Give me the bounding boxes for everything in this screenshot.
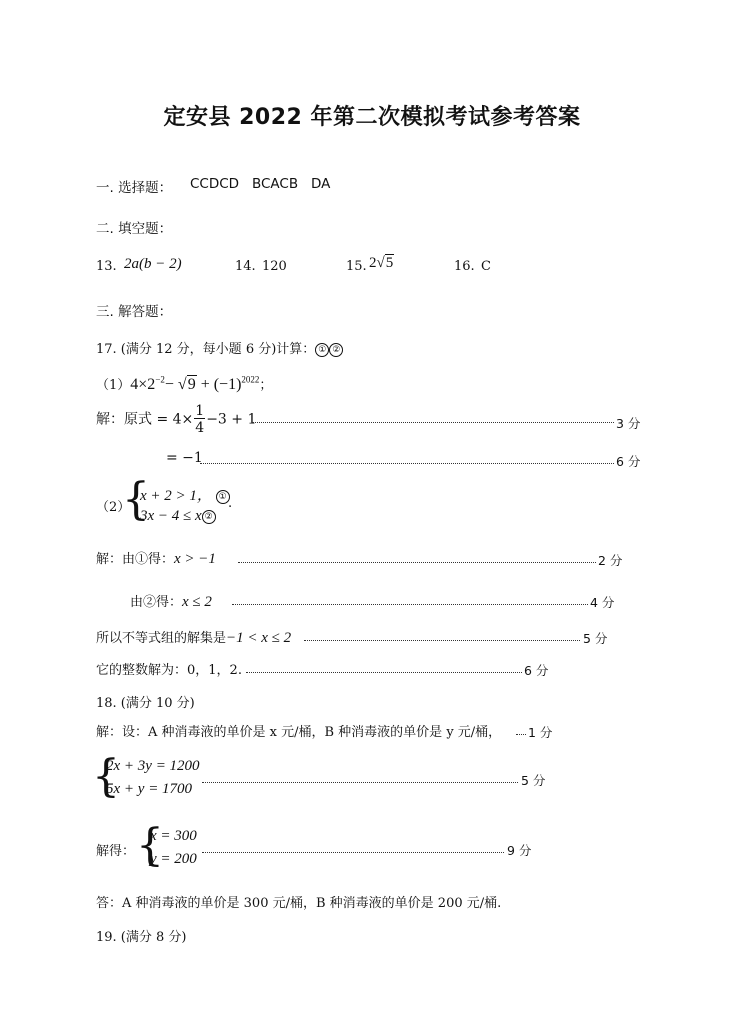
q17-solution-line1 (96, 404, 256, 435)
section-solve-label: 三. 解答题： (96, 304, 173, 320)
inequality-end: . (228, 496, 233, 511)
step3-expression: −1 < x ≤ 2 (226, 630, 292, 646)
score-5-q18: 5 分 (521, 773, 546, 788)
score-3: 3 分 (616, 416, 641, 431)
q17-part2-label: （2） (96, 500, 131, 515)
score-2: 2 分 (598, 553, 623, 568)
dot-leader (304, 640, 580, 641)
step2-expression: x ≤ 2 (182, 594, 212, 610)
dot-leader (252, 422, 614, 423)
q17-part1-expression (130, 376, 259, 393)
q15-radicand: 5 (385, 255, 394, 271)
q19-header: 19. (满分 8 分) (96, 930, 187, 945)
page-title: 定安县 2022 年第二次模拟考试参考答案 (163, 105, 581, 130)
result-y: y = 200 (150, 851, 197, 867)
circled-two: ② (202, 510, 216, 524)
step2-label: 由②得： (130, 595, 183, 610)
q13-answer: 2a(b − 2) (124, 256, 182, 272)
q18-setup: 解：设：A 种消毒液的单价是 x 元/桶，B 种消毒液的单价是 y 元/桶， (96, 725, 502, 740)
q17-part1-label: （1） (96, 378, 131, 393)
q18-solve-label: 解得： (96, 844, 136, 859)
q17-step2 (130, 591, 212, 611)
q13-number: 13. (96, 259, 117, 274)
inequality-1 (140, 484, 230, 505)
equation-2: 5x + y = 1700 (106, 781, 193, 797)
score-6a: 6 分 (616, 454, 641, 469)
expr-term-c: + (−1) (196, 376, 242, 393)
circled-one: ① (216, 490, 230, 504)
circled-two: ② (329, 343, 343, 357)
equation-1: 2x + 3y = 1200 (106, 758, 200, 774)
score-4: 4 分 (590, 595, 615, 610)
q17-header-text: 17. (满分 12 分，每小题 6 分)计算： (96, 342, 316, 357)
dot-leader (238, 562, 596, 563)
q16-answer: C (481, 259, 491, 274)
inequality-2 (140, 508, 216, 525)
expr-exponent-2022: 2022 (241, 374, 260, 385)
q17-part1 (96, 374, 272, 394)
result-x: x = 300 (150, 828, 197, 844)
q18-header: 18. (满分 10 分) (96, 696, 195, 711)
left-brace: { (136, 820, 164, 871)
q17-header (96, 338, 343, 357)
left-brace: { (92, 751, 120, 802)
q17-step1 (96, 548, 216, 568)
dot-leader (246, 672, 522, 673)
expr-radicand: 9 (187, 376, 196, 393)
fraction-numerator: 1 (195, 403, 205, 419)
score-5: 5 分 (583, 631, 608, 646)
q18-answer: 答：A 种消毒液的单价是 300 元/桶，B 种消毒液的单价是 200 元/桶. (96, 896, 502, 911)
sqrt-symbol: √5 (376, 255, 394, 271)
expr-term-b: − (164, 376, 178, 393)
expr-end: ； (259, 378, 273, 393)
step1-expression: x > −1 (174, 551, 216, 567)
fraction-denominator: 4 (195, 420, 205, 436)
q17-solution-line2: = −1 (166, 450, 203, 466)
q15-answer (369, 255, 394, 272)
dot-leader (202, 852, 504, 853)
inequality-2-text: 3x − 4 ≤ x (140, 508, 202, 524)
section-fill-label: 二. 填空题： (96, 221, 173, 237)
q14-answer: 120 (262, 259, 287, 274)
left-brace: { (122, 474, 150, 525)
q17-step4: 它的整数解为：0，1，2. (96, 663, 242, 678)
dot-leader (202, 782, 518, 783)
q16-number: 16. (454, 259, 475, 274)
inequality-1-text: x + 2 > 1， (140, 488, 212, 504)
dot-leader (516, 734, 526, 735)
q17-step3 (96, 627, 291, 647)
q14-number: 14. (235, 259, 256, 274)
expr-term-a: 4×2 (130, 376, 156, 393)
step3-text: 所以不等式组的解集是 (96, 631, 227, 646)
section-choice-label: 一. 选择题： (96, 180, 173, 196)
score-1: 1 分 (528, 725, 553, 740)
dot-leader (200, 463, 614, 464)
sqrt-symbol: √9 (177, 376, 196, 393)
solution-label: 解：原式 = 4× (96, 411, 194, 428)
solution-rest: −3 + 1 (206, 411, 257, 428)
step1-label: 解：由①得： (96, 552, 175, 567)
score-9: 9 分 (507, 843, 532, 858)
score-6b: 6 分 (524, 663, 549, 678)
choice-answers: CCDCD BCACB DA (190, 176, 331, 192)
fraction-one-quarter (194, 404, 205, 435)
q15-number: 15. (346, 259, 367, 274)
circled-one: ① (315, 343, 329, 357)
q15-coefficient: 2 (369, 255, 377, 271)
dot-leader (232, 604, 588, 605)
expr-exponent: −2 (155, 374, 165, 385)
